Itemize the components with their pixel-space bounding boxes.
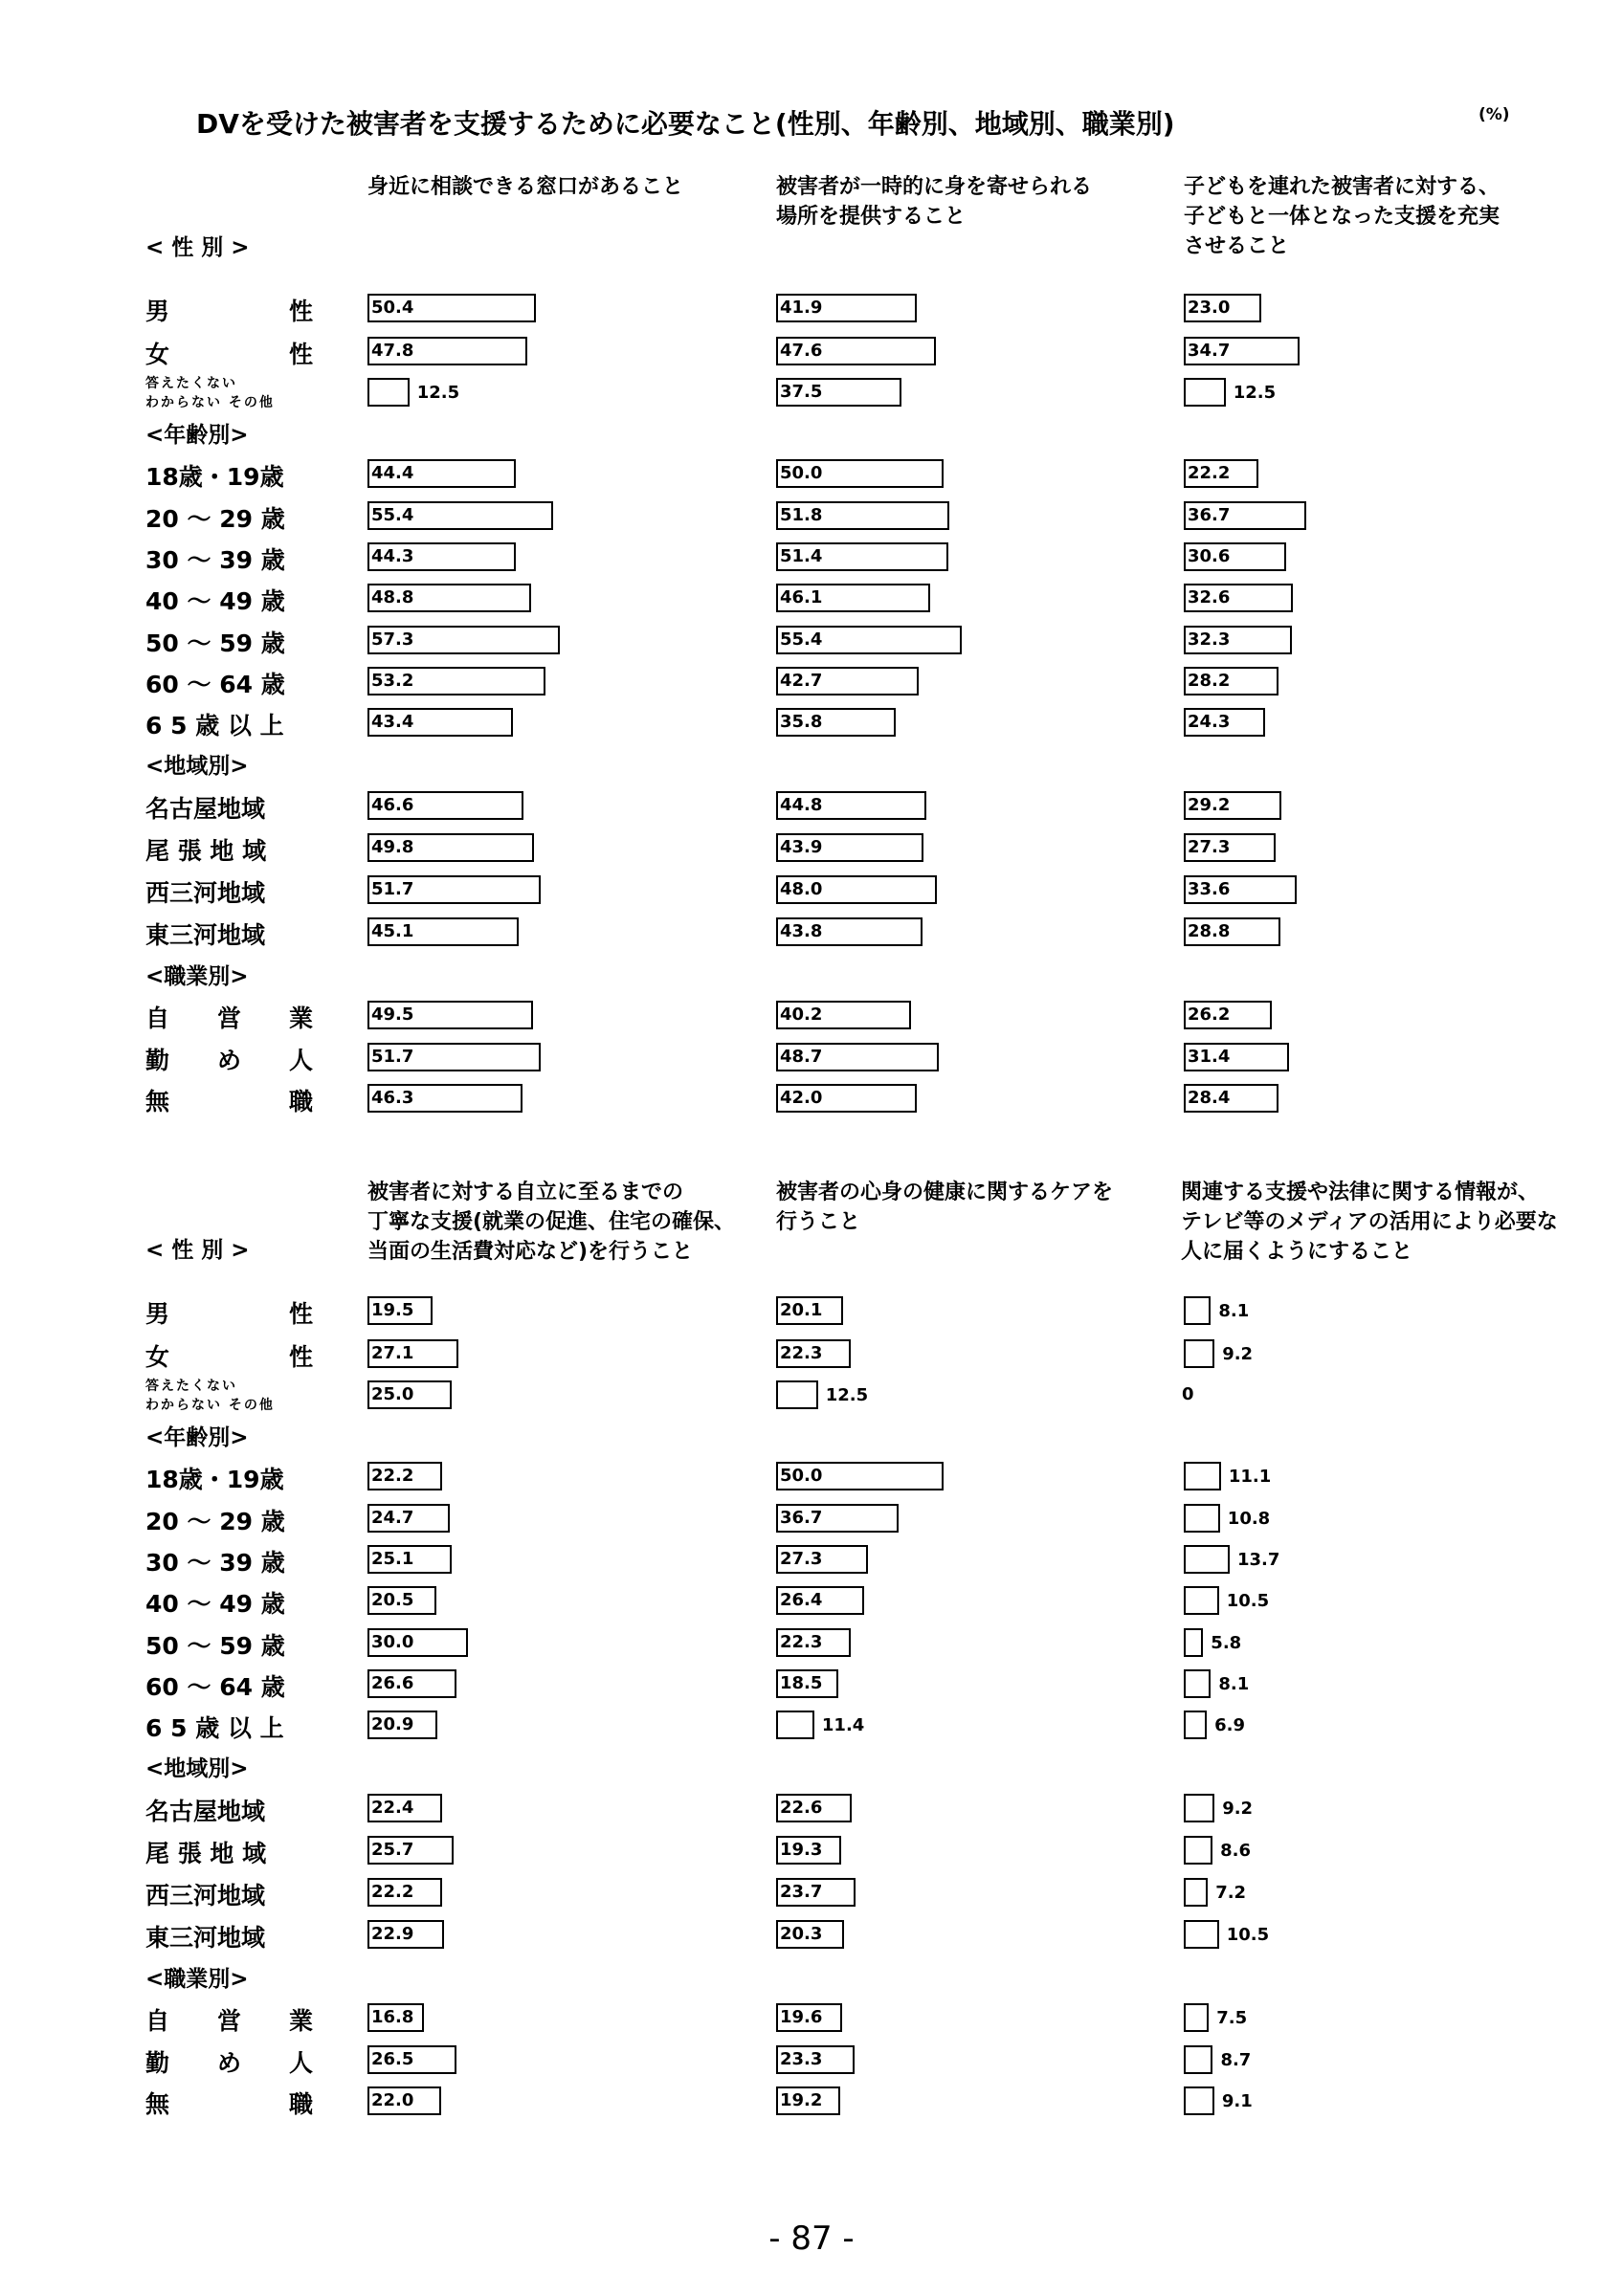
data-label: 55.4 bbox=[780, 629, 823, 650]
column-header: 被害者が一時的に身を寄せられる 場所を提供すること bbox=[776, 175, 1093, 229]
data-label: 11.4 bbox=[821, 1715, 865, 1735]
data-label: 40.2 bbox=[780, 1004, 823, 1025]
data-label: 44.4 bbox=[371, 463, 414, 483]
row-label: 30 ～ 39 歳 bbox=[145, 546, 285, 574]
data-label: 19.3 bbox=[780, 1840, 823, 1860]
group-label-occupation: <職業別> bbox=[145, 964, 249, 989]
data-label: 50.4 bbox=[371, 298, 414, 318]
data-label: 20.5 bbox=[371, 1590, 414, 1610]
data-label: 50.0 bbox=[780, 1466, 823, 1486]
data-label: 9.1 bbox=[1221, 2091, 1253, 2111]
data-label: 32.3 bbox=[1188, 629, 1231, 650]
data-label: 25.1 bbox=[371, 1549, 414, 1569]
data-bar bbox=[1184, 2045, 1212, 2074]
data-label: 42.7 bbox=[780, 671, 823, 691]
data-label: 53.2 bbox=[371, 671, 414, 691]
data-label: 11.1 bbox=[1228, 1467, 1272, 1487]
row-label: 答えたくない わからない その他 bbox=[145, 1379, 275, 1413]
data-label: 7.5 bbox=[1216, 2008, 1248, 2028]
data-bar bbox=[1184, 1794, 1214, 1822]
group-label-region: <地域別> bbox=[145, 1756, 249, 1781]
data-label: 25.7 bbox=[371, 1840, 414, 1860]
data-label: 44.3 bbox=[371, 546, 414, 566]
data-label: 8.1 bbox=[1218, 1301, 1250, 1321]
page-title: DVを受けた被害者を支援するために必要なこと(性別、年齢別、地域別、職業別) bbox=[196, 108, 1175, 140]
row-label: 尾 張 地 域 bbox=[145, 837, 267, 865]
group-label-age: <年齢別> bbox=[145, 1425, 249, 1450]
data-label: 7.2 bbox=[1215, 1883, 1247, 1903]
row-label: 60 ～ 64 歳 bbox=[145, 1673, 285, 1701]
data-label: 47.6 bbox=[780, 341, 823, 361]
data-bar bbox=[1184, 1711, 1207, 1739]
data-bar bbox=[1184, 1669, 1211, 1698]
group-label-occupation: <職業別> bbox=[145, 1967, 249, 1992]
data-label: 35.8 bbox=[780, 712, 823, 732]
data-bar bbox=[1184, 1339, 1214, 1368]
data-label: 22.9 bbox=[371, 1924, 414, 1944]
data-label: 8.6 bbox=[1220, 1841, 1251, 1861]
row-label: 東三河地域 bbox=[145, 921, 266, 949]
data-label: 5.8 bbox=[1211, 1633, 1242, 1653]
data-label: 49.8 bbox=[371, 837, 414, 857]
data-label: 23.0 bbox=[1188, 298, 1231, 318]
row-label: 40 ～ 49 歳 bbox=[145, 587, 285, 615]
data-label: 27.3 bbox=[780, 1549, 823, 1569]
data-label: 25.0 bbox=[371, 1384, 414, 1404]
row-label: 男 性 bbox=[145, 298, 313, 325]
data-bar bbox=[776, 1380, 818, 1409]
data-label: 51.4 bbox=[780, 546, 823, 566]
data-label: 43.4 bbox=[371, 712, 414, 732]
column-header: 子どもを連れた被害者に対する、 子どもと一体となった支援を充実 させること bbox=[1184, 175, 1501, 258]
group-label-gender: < 性 別 > bbox=[145, 235, 250, 260]
data-label: 44.8 bbox=[780, 795, 823, 815]
data-label: 30.6 bbox=[1188, 546, 1231, 566]
data-label: 8.1 bbox=[1218, 1674, 1250, 1694]
data-label: 28.8 bbox=[1188, 921, 1231, 941]
data-label: 22.4 bbox=[371, 1798, 414, 1818]
row-label: 名古屋地域 bbox=[145, 795, 266, 823]
data-label: 57.3 bbox=[371, 629, 414, 650]
data-label: 22.2 bbox=[1188, 463, 1231, 483]
data-label: 20.3 bbox=[780, 1924, 823, 1944]
data-label: 32.6 bbox=[1188, 587, 1231, 607]
row-label: 無 職 bbox=[145, 2090, 313, 2118]
data-label: 18.5 bbox=[780, 1673, 823, 1693]
data-label: 23.7 bbox=[780, 1882, 823, 1902]
data-label: 28.2 bbox=[1188, 671, 1231, 691]
data-label: 0 bbox=[1182, 1384, 1194, 1404]
data-label: 20.1 bbox=[780, 1300, 823, 1320]
row-label: 勤 め 人 bbox=[145, 1047, 314, 1074]
data-label: 8.7 bbox=[1220, 2050, 1252, 2070]
data-label: 46.6 bbox=[371, 795, 414, 815]
data-label: 22.6 bbox=[780, 1798, 823, 1818]
data-label: 19.5 bbox=[371, 1300, 414, 1320]
data-label: 16.8 bbox=[371, 2007, 414, 2027]
data-label: 26.4 bbox=[780, 1590, 823, 1610]
data-label: 51.8 bbox=[780, 505, 823, 525]
data-label: 22.0 bbox=[371, 2090, 414, 2110]
row-label: 無 職 bbox=[145, 1088, 313, 1115]
data-label: 50.0 bbox=[780, 463, 823, 483]
data-label: 37.5 bbox=[780, 382, 823, 402]
data-label: 51.7 bbox=[371, 1047, 414, 1067]
data-bar bbox=[1184, 1296, 1211, 1325]
data-label: 55.4 bbox=[371, 505, 414, 525]
data-label: 22.3 bbox=[780, 1343, 823, 1363]
row-label: 50 ～ 59 歳 bbox=[145, 1632, 285, 1660]
column-header: 被害者の心身の健康に関するケアを 行うこと bbox=[776, 1181, 1114, 1234]
data-bar bbox=[1184, 1586, 1219, 1615]
row-label: 自 営 業 bbox=[145, 2007, 314, 2035]
data-label: 22.2 bbox=[371, 1882, 414, 1902]
row-label: 60 ～ 64 歳 bbox=[145, 671, 285, 698]
data-label: 43.9 bbox=[780, 837, 823, 857]
row-label: 50 ～ 59 歳 bbox=[145, 629, 285, 657]
data-bar bbox=[1184, 1920, 1219, 1949]
data-label: 42.0 bbox=[780, 1088, 823, 1108]
row-label: 6 5 歳 以 上 bbox=[145, 712, 284, 740]
row-label: 男 性 bbox=[145, 1300, 313, 1328]
data-label: 29.2 bbox=[1188, 795, 1231, 815]
data-label: 48.8 bbox=[371, 587, 414, 607]
data-label: 26.5 bbox=[371, 2049, 414, 2069]
data-label: 23.3 bbox=[780, 2049, 823, 2069]
row-label: 名古屋地域 bbox=[145, 1798, 266, 1825]
column-header: 被害者に対する自立に至るまでの 丁寧な支援(就業の促進、住宅の確保、 当面の生活費対応など)を行うこと bbox=[367, 1181, 736, 1264]
data-label: 48.7 bbox=[780, 1047, 823, 1067]
data-label: 46.1 bbox=[780, 587, 823, 607]
data-bar bbox=[1184, 378, 1226, 407]
data-label: 45.1 bbox=[371, 921, 414, 941]
data-label: 6.9 bbox=[1214, 1715, 1246, 1735]
data-bar bbox=[776, 1711, 814, 1739]
data-label: 24.7 bbox=[371, 1508, 414, 1528]
row-label: 6 5 歳 以 上 bbox=[145, 1714, 284, 1742]
row-label: 勤 め 人 bbox=[145, 2049, 314, 2077]
data-label: 51.7 bbox=[371, 879, 414, 899]
row-label: 西三河地域 bbox=[145, 1882, 266, 1910]
data-label: 10.8 bbox=[1227, 1509, 1271, 1529]
data-label: 30.0 bbox=[371, 1632, 414, 1652]
row-label: 18歳・19歳 bbox=[145, 1466, 284, 1493]
page-number: - 87 - bbox=[768, 2219, 855, 2258]
data-label: 27.3 bbox=[1188, 837, 1231, 857]
data-label: 36.7 bbox=[1188, 505, 1231, 525]
data-label: 34.7 bbox=[1188, 341, 1231, 361]
row-label: 30 ～ 39 歳 bbox=[145, 1549, 285, 1577]
data-label: 43.8 bbox=[780, 921, 823, 941]
row-label: 40 ～ 49 歳 bbox=[145, 1590, 285, 1618]
data-label: 48.0 bbox=[780, 879, 823, 899]
data-label: 22.2 bbox=[371, 1466, 414, 1486]
unit-label: (%) bbox=[1478, 105, 1510, 124]
data-label: 26.2 bbox=[1188, 1004, 1231, 1025]
row-label: 答えたくない わからない その他 bbox=[145, 376, 275, 410]
data-label: 12.5 bbox=[416, 383, 460, 403]
data-label: 22.3 bbox=[780, 1632, 823, 1652]
column-header: 関連する支援や法律に関する情報が、 テレビ等のメディアの活用により必要な 人に届くようにすること bbox=[1181, 1181, 1558, 1264]
data-label: 33.6 bbox=[1188, 879, 1231, 899]
data-label: 12.5 bbox=[1233, 383, 1277, 403]
row-label: 西三河地域 bbox=[145, 879, 266, 907]
data-bar bbox=[1184, 2086, 1214, 2115]
row-label: 尾 張 地 域 bbox=[145, 1840, 267, 1867]
group-label-age: <年齢別> bbox=[145, 423, 249, 448]
data-label: 47.8 bbox=[371, 341, 414, 361]
data-label: 20.9 bbox=[371, 1714, 414, 1734]
data-label: 9.2 bbox=[1222, 1344, 1254, 1364]
row-label: 女 性 bbox=[145, 1343, 313, 1371]
data-bar bbox=[1184, 1836, 1212, 1865]
data-label: 13.7 bbox=[1236, 1550, 1280, 1570]
data-label: 31.4 bbox=[1188, 1047, 1231, 1067]
data-bar bbox=[1184, 1628, 1203, 1657]
data-label: 24.3 bbox=[1188, 712, 1231, 732]
data-label: 9.2 bbox=[1222, 1799, 1254, 1819]
data-label: 26.6 bbox=[371, 1673, 414, 1693]
data-label: 41.9 bbox=[780, 298, 823, 318]
row-label: 20 ～ 29 歳 bbox=[145, 1508, 285, 1535]
data-label: 10.5 bbox=[1226, 1925, 1270, 1945]
row-label: 自 営 業 bbox=[145, 1004, 314, 1032]
data-bar bbox=[367, 378, 410, 407]
data-label: 36.7 bbox=[780, 1508, 823, 1528]
column-header: 身近に相談できる窓口があること bbox=[367, 175, 684, 199]
data-label: 19.2 bbox=[780, 2090, 823, 2110]
data-label: 28.4 bbox=[1188, 1088, 1231, 1108]
data-label: 10.5 bbox=[1226, 1591, 1270, 1611]
row-label: 東三河地域 bbox=[145, 1924, 266, 1952]
data-bar bbox=[1184, 1462, 1221, 1490]
data-label: 27.1 bbox=[371, 1343, 414, 1363]
data-bar bbox=[1184, 1545, 1230, 1574]
group-label-gender: < 性 別 > bbox=[145, 1238, 250, 1263]
data-bar bbox=[1184, 1878, 1208, 1907]
data-bar bbox=[1184, 2003, 1209, 2032]
data-label: 49.5 bbox=[371, 1004, 414, 1025]
row-label: 18歳・19歳 bbox=[145, 463, 284, 491]
data-label: 19.6 bbox=[780, 2007, 823, 2027]
group-label-region: <地域別> bbox=[145, 754, 249, 779]
data-label: 12.5 bbox=[825, 1385, 869, 1405]
row-label: 女 性 bbox=[145, 341, 313, 368]
data-label: 46.3 bbox=[371, 1088, 414, 1108]
data-bar bbox=[1184, 1504, 1220, 1533]
row-label: 20 ～ 29 歳 bbox=[145, 505, 285, 533]
